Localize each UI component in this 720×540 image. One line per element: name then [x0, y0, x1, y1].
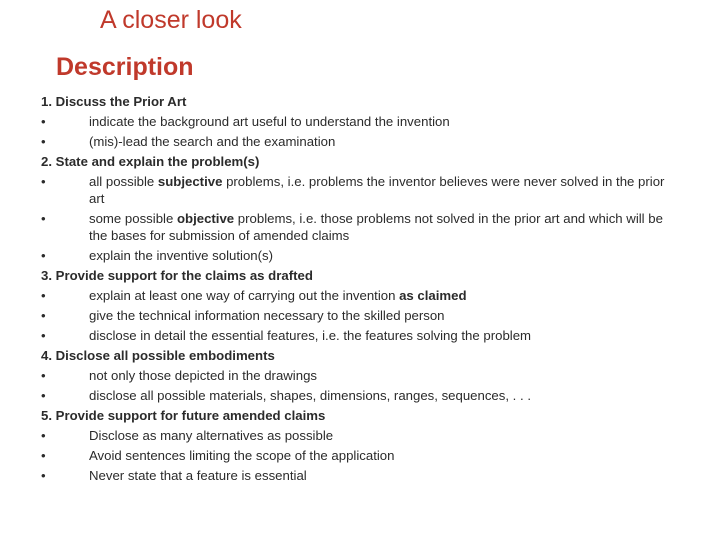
page-title: A closer look: [100, 6, 242, 34]
bullet-icon: •: [41, 328, 46, 343]
bullet-icon: •: [41, 388, 46, 403]
list-item: [41, 426, 681, 446]
bullet-text: (mis)-lead the search and the examination: [89, 134, 336, 149]
bullet-text: indicate the background art useful to understand the invention: [89, 114, 450, 129]
bullet-text: disclose in detail the essential features, i.e. the features solving the problem: [89, 328, 532, 343]
emphasis: objective: [176, 211, 235, 226]
bullet-text: all possible subjective problems, i.e. problems the inventor believes were never solved in the prior art: [89, 174, 665, 206]
list-item: [41, 386, 681, 406]
bullet-text: explain at least one way of carrying out the invention as claimed: [89, 288, 467, 303]
section-heading-1: 1. Discuss the Prior Art: [41, 94, 187, 109]
list-item: [41, 132, 681, 152]
section-heading-3: 3. Provide support for the claims as drafted: [41, 268, 313, 283]
emphasis: subjective: [157, 174, 223, 189]
bullet-text: Disclose as many alternatives as possible: [89, 428, 334, 443]
section-heading-2: 2. State and explain the problem(s): [41, 154, 260, 169]
bullet-text: Never state that a feature is essential: [89, 468, 307, 483]
bullet-icon: •: [41, 288, 46, 303]
section-heading-4: 4. Disclose all possible embodiments: [41, 348, 275, 363]
list-item: [41, 246, 681, 266]
bullet-icon: •: [41, 114, 46, 129]
bullet-icon: •: [41, 368, 46, 383]
list-item: [41, 446, 681, 466]
bullet-icon: •: [41, 428, 46, 443]
section-heading-5: 5. Provide support for future amended claims: [41, 408, 326, 423]
bullet-icon: •: [41, 448, 46, 463]
list-item: [41, 112, 681, 132]
bullet-icon: •: [41, 211, 46, 226]
bullet-text: disclose all possible materials, shapes, dimensions, ranges, sequences, . . .: [89, 388, 532, 403]
list-item: [41, 466, 681, 486]
bullet-text: explain the inventive solution(s): [89, 248, 273, 263]
bullet-text: some possible objective problems, i.e. those problems not solved in the prior art and which will be the bases for submission of amended claims: [89, 211, 663, 243]
bullet-text: not only those depicted in the drawings: [89, 368, 317, 383]
list-item: [41, 306, 681, 326]
bullet-icon: •: [41, 174, 46, 189]
list-item: [41, 326, 681, 346]
bullet-icon: •: [41, 468, 46, 483]
list-item: [41, 286, 681, 306]
description-list: [41, 92, 681, 486]
section-subtitle: Description: [56, 53, 194, 81]
list-item: [41, 172, 681, 209]
list-item: [41, 209, 681, 246]
list-item: [41, 366, 681, 386]
bullet-text: give the technical information necessary to the skilled person: [89, 308, 445, 323]
bullet-icon: •: [41, 308, 46, 323]
bullet-text: Avoid sentences limiting the scope of the application: [89, 448, 395, 463]
bullet-icon: •: [41, 248, 46, 263]
emphasis: as claimed: [399, 288, 467, 303]
bullet-icon: •: [41, 134, 46, 149]
